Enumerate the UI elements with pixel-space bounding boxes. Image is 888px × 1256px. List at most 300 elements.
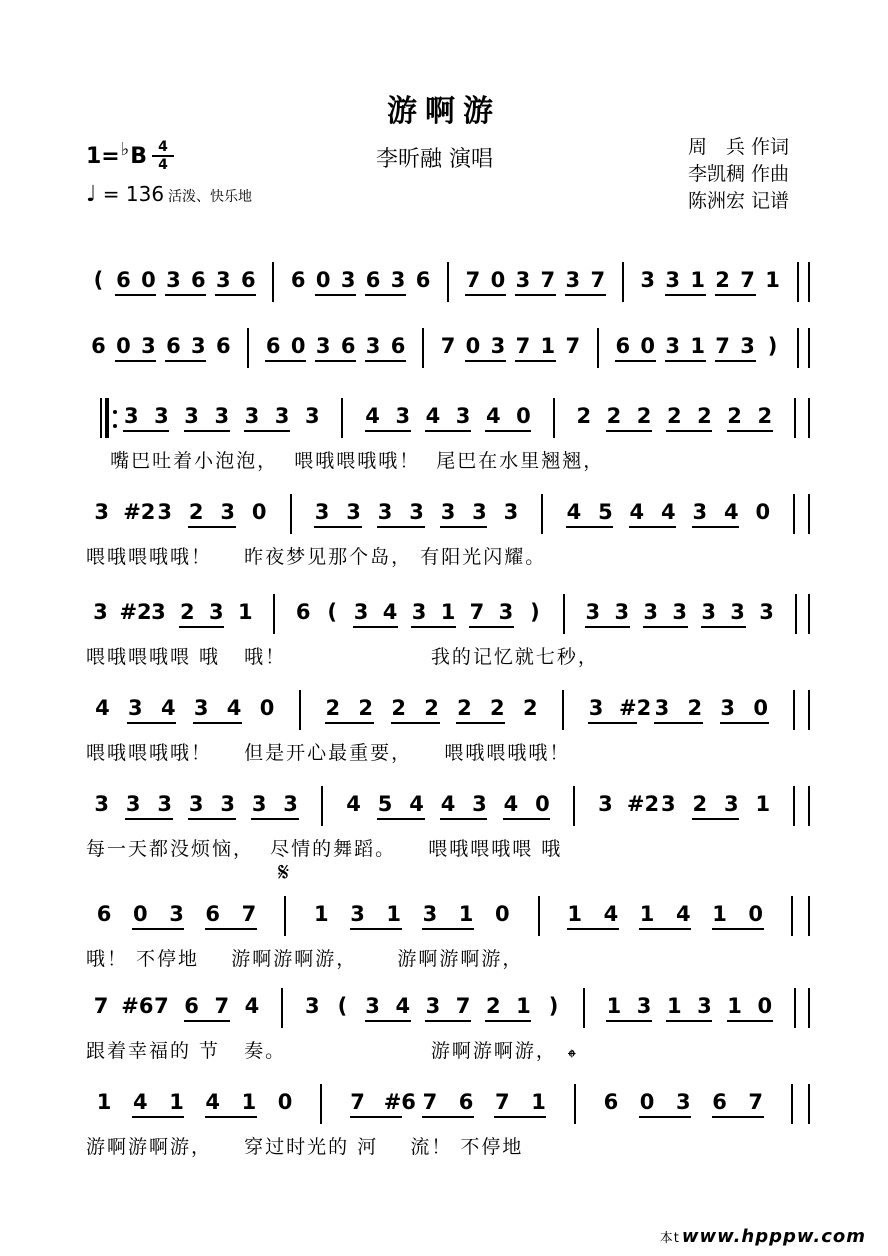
barline (299, 690, 301, 730)
barline (562, 690, 564, 730)
score-note: 0 (755, 500, 771, 524)
score-note: 1 (96, 1090, 112, 1114)
beam-underline (205, 1116, 257, 1118)
score-note: 3 (440, 500, 456, 524)
score-note: 0 (277, 1090, 293, 1114)
score-note: 3 (128, 696, 143, 720)
score-note: 2 (576, 404, 592, 428)
score-note: 3 (209, 600, 224, 624)
score-note: 4 (160, 696, 176, 720)
score-note: 2 (188, 500, 204, 524)
beam-underline (353, 626, 398, 628)
score-note: 1 (690, 334, 705, 358)
score-note: 7 (422, 1090, 438, 1114)
score-note: 3 (409, 500, 424, 524)
score-row (86, 594, 810, 668)
score-note: 6 (603, 1090, 619, 1114)
score-note: 3 (191, 334, 206, 358)
notes-line (86, 494, 810, 534)
score-note: 7 (469, 600, 485, 624)
score-note: #6 (383, 1090, 416, 1114)
score-note: 4 (566, 500, 582, 524)
barline (793, 690, 795, 730)
notes-line (86, 896, 810, 936)
score-note: 4 (95, 696, 110, 720)
repeat-dot (113, 410, 117, 414)
score-note: 6 (295, 600, 311, 624)
tempo-style: 活泼、快乐地 (168, 189, 253, 205)
score-note: 7 (715, 334, 730, 358)
score-note: 6 (191, 268, 206, 292)
score-note: 7 (748, 1090, 763, 1114)
beam-underline (350, 928, 402, 930)
quarter-note-icon: ♩ (86, 182, 97, 207)
beam-underline (566, 526, 613, 528)
beam-underline (440, 526, 487, 528)
notes-line (86, 398, 810, 438)
beam-underline (265, 360, 306, 362)
beam-underline (377, 818, 424, 820)
score-note: 1 (712, 902, 727, 926)
score-note: 3 (503, 500, 519, 524)
notes-line (86, 988, 810, 1028)
score-note: 3 (154, 404, 169, 428)
score-note: 2 (727, 404, 742, 428)
score-note: 3 (455, 404, 471, 428)
barline (538, 896, 540, 936)
barline (100, 398, 102, 438)
score-note: 6 (184, 994, 199, 1018)
score-note: 4 (132, 1090, 148, 1114)
end-barline (808, 328, 810, 368)
score-note: 3 (697, 994, 712, 1018)
beam-underline (606, 1020, 652, 1022)
end-barline (808, 494, 810, 534)
score-note: 3 (94, 500, 110, 524)
end-barline (808, 896, 810, 936)
score-row (86, 1084, 810, 1158)
score-row (86, 896, 810, 970)
score-note: 3 (411, 600, 427, 624)
score-note: 7 (740, 268, 755, 292)
beam-underline (485, 1020, 531, 1022)
beam-underline (665, 360, 706, 362)
score-note: 1 (440, 600, 456, 624)
score-note: 7 (93, 994, 109, 1018)
beam-underline (184, 430, 230, 432)
beam-underline (585, 626, 630, 628)
transcriber-credit: 陈洲宏 记谱 (688, 190, 790, 212)
barline (574, 1084, 576, 1124)
score-note: 6 (215, 334, 231, 358)
beam-underline (515, 294, 556, 296)
beam-underline (588, 722, 637, 724)
barline (795, 594, 797, 634)
score-note: 4 (226, 696, 242, 720)
barline (622, 262, 624, 302)
score-note: 4 (346, 792, 361, 816)
beam-underline (179, 626, 224, 628)
score-note: 2 (666, 404, 682, 428)
notes-line (86, 328, 810, 368)
beam-underline (456, 722, 505, 724)
score-note: 2 (687, 696, 703, 720)
tempo-marking (86, 182, 252, 207)
beam-underline (132, 928, 184, 930)
barline (791, 896, 793, 936)
beam-underline (485, 430, 531, 432)
score-note: 6 (365, 268, 381, 292)
score-note: 5 (377, 792, 393, 816)
score-row (86, 494, 810, 568)
score-note: 6 (290, 268, 306, 292)
barline (563, 594, 565, 634)
barline (272, 262, 274, 302)
score-note: 1 (755, 792, 771, 816)
score-note: 2 (180, 600, 195, 624)
score-note: 3 (665, 268, 680, 292)
beam-underline (391, 722, 440, 724)
beam-underline (125, 818, 172, 820)
beam-underline (712, 928, 764, 930)
composer-credit: 李凯稠 作曲 (688, 163, 790, 185)
score-note: 4 (503, 792, 519, 816)
score-note: 5 (598, 500, 613, 524)
footer-watermark (660, 1226, 866, 1247)
beam-underline (469, 626, 514, 628)
beam-underline (315, 294, 356, 296)
notes-line (86, 690, 810, 730)
beam-underline (494, 1116, 546, 1118)
score-note: 1 (606, 994, 622, 1018)
beam-underline (244, 430, 290, 432)
score-note: #2 (619, 696, 652, 720)
score-note: 2 (606, 404, 622, 428)
score-note: 3 (193, 696, 209, 720)
score-note: ( (93, 268, 104, 292)
meter-bottom: 4 (158, 157, 168, 173)
flat-sign: ♭ (120, 139, 130, 160)
barline (793, 786, 795, 826)
score-note: 3 (214, 404, 230, 428)
score-note: 6 (116, 268, 131, 292)
score-note: 3 (141, 334, 156, 358)
beam-underline (715, 360, 756, 362)
score-note: ) (767, 334, 778, 358)
beam-underline (701, 626, 746, 628)
score-note: 6 (390, 334, 406, 358)
score-note: 3 (723, 792, 739, 816)
beam-underline (377, 526, 424, 528)
score-note: 3 (304, 404, 320, 428)
score-note: 6 (96, 902, 112, 926)
score-note: 3 (498, 600, 514, 624)
score-note: #2 (119, 600, 152, 624)
beam-underline (251, 818, 298, 820)
beam-underline (639, 1116, 691, 1118)
beam-underline (615, 360, 656, 362)
score-note: 4 (629, 500, 645, 524)
lyric-line: 跟着幸福的 节 奏。 游啊游啊游， (86, 1040, 557, 1062)
score-row (86, 786, 810, 860)
score-note: 0 (494, 902, 510, 926)
score-note: 3 (654, 696, 670, 720)
score-note: 3 (588, 696, 604, 720)
score-note: 3 (350, 902, 365, 926)
barline (284, 896, 286, 936)
beam-underline (606, 430, 652, 432)
score-note: #6 (121, 994, 154, 1018)
beam-underline (115, 294, 156, 296)
score-note: 3 (661, 792, 676, 816)
score-note: 3 (93, 600, 108, 624)
score-note: 3 (166, 268, 181, 292)
score-note: 0 (465, 334, 481, 358)
score-note: 3 (220, 500, 235, 524)
score-note: 3 (740, 334, 755, 358)
beam-underline (515, 360, 556, 362)
barline (797, 262, 799, 302)
score-note: 4 (409, 792, 424, 816)
score-note: 3 (472, 792, 487, 816)
score-note: 6 (458, 1090, 474, 1114)
beam-underline (365, 1020, 411, 1022)
key-prefix: 1= (86, 144, 120, 169)
score-note: ( (337, 994, 348, 1018)
score-note: 2 (697, 404, 712, 428)
score-note: 3 (585, 600, 601, 624)
score-note: 4 (425, 404, 441, 428)
beam-underline (132, 1116, 184, 1118)
beam-underline (127, 722, 176, 724)
lyric-line: 游啊游啊游， 穿过时光的 河 流！ 不停地 (86, 1136, 524, 1158)
barline (794, 398, 796, 438)
score-note: 6 (265, 334, 281, 358)
score-note: 2 (757, 404, 773, 428)
score-note: 1 (458, 902, 474, 926)
score-note: 3 (353, 600, 369, 624)
barline (573, 786, 575, 826)
score-note: 3 (123, 404, 139, 428)
score-note: 3 (425, 994, 441, 1018)
score-note: 2 (485, 994, 501, 1018)
end-barline (808, 398, 810, 438)
beam-underline (665, 294, 706, 296)
barline (447, 262, 449, 302)
lyric-line: 嘴巴吐着小泡泡， 喂哦喂哦哦！ 尾巴在水里翘翘， (86, 450, 605, 472)
score-note: 3 (692, 500, 708, 524)
score-note: 3 (244, 404, 260, 428)
tempo-value: = 136 (102, 182, 165, 206)
beam-underline (165, 294, 206, 296)
notes-line (86, 262, 810, 302)
barline (553, 398, 555, 438)
score-note: 1 (567, 902, 582, 926)
score-note: 2 (325, 696, 341, 720)
score-note: 4 (205, 1090, 220, 1114)
notes-line (86, 786, 810, 826)
meter-top: 4 (158, 139, 168, 155)
score-note: 6 (415, 268, 431, 292)
barline (583, 988, 585, 1028)
beam-underline (712, 1116, 764, 1118)
beam-underline (565, 294, 606, 296)
lyric-line: 喂哦喂哦哦！ 但是开心最重要， 喂哦喂哦哦！ (86, 742, 571, 764)
score-note: 7 (565, 334, 581, 358)
lyric-line: 每一天都没烦恼， 尽情的舞蹈。 喂哦喂哦喂 哦 (86, 838, 563, 860)
score-note: 2 (522, 696, 538, 720)
score-note: 3 (701, 600, 716, 624)
barline (247, 328, 249, 368)
beam-underline (666, 430, 712, 432)
score-note: 3 (315, 334, 331, 358)
score-note: 3 (515, 268, 531, 292)
score-note: 3 (395, 404, 411, 428)
beam-underline (629, 526, 676, 528)
score-note: 0 (748, 902, 763, 926)
end-barline (808, 262, 810, 302)
score-note: 3 (340, 268, 356, 292)
beam-underline (715, 294, 756, 296)
score-note: 6 (240, 268, 256, 292)
score-note: 7 (440, 334, 456, 358)
beam-underline (115, 360, 156, 362)
score-note: 0 (639, 1090, 655, 1114)
barline (791, 1084, 793, 1124)
barline (105, 398, 109, 438)
score-note: 0 (132, 902, 148, 926)
beam-underline (727, 1020, 773, 1022)
score-note: 1 (727, 994, 742, 1018)
beam-underline (315, 360, 356, 362)
score-note: 0 (516, 404, 531, 428)
singer-credit: 李昕融 演唱 (376, 147, 493, 172)
score-note: 1 (241, 1090, 257, 1114)
barline (281, 988, 283, 1028)
notes-line (86, 1084, 810, 1124)
score-note: 3 (314, 500, 330, 524)
song-title: 游啊游 (387, 94, 501, 129)
score-note: 3 (365, 994, 380, 1018)
beam-underline (422, 1116, 474, 1118)
score-note: 0 (315, 268, 331, 292)
score-note: ) (548, 994, 559, 1018)
footer-prefix: 本t (659, 1231, 680, 1246)
score-note: 2 (358, 696, 374, 720)
score-note: 6 (91, 334, 106, 358)
score-note: 3 (125, 792, 141, 816)
score-note: 2 (490, 696, 505, 720)
beam-underline (425, 430, 471, 432)
score-note: 4 (603, 902, 619, 926)
beam-underline (350, 1116, 402, 1118)
score-note: 0 (535, 792, 550, 816)
score-note: 0 (290, 334, 306, 358)
score-note: 4 (382, 600, 398, 624)
score-note: 3 (730, 600, 745, 624)
score-note: 3 (215, 268, 231, 292)
beam-underline (666, 1020, 712, 1022)
barline (797, 328, 799, 368)
score-note: 3 (672, 600, 687, 624)
barline (597, 328, 599, 368)
time-signature (150, 140, 176, 172)
score-note: 4 (675, 902, 691, 926)
score-note: 7 (154, 994, 169, 1018)
score-note: 2 (692, 792, 708, 816)
barline (341, 398, 343, 438)
score-note: 1 (516, 994, 531, 1018)
score-note: 3 (390, 268, 406, 292)
barline (422, 328, 424, 368)
beam-underline (422, 928, 474, 930)
score-note: 3 (184, 404, 199, 428)
score-note: 3 (598, 792, 613, 816)
score-note: 1 (313, 902, 329, 926)
beam-underline (720, 722, 769, 724)
score-note: 0 (490, 268, 506, 292)
beam-underline (465, 360, 506, 362)
beam-underline (188, 526, 235, 528)
score-note: 3 (365, 334, 381, 358)
segno-sign: 𝄋 (278, 858, 290, 888)
score-note: 1 (237, 600, 253, 624)
score-note: 3 (94, 792, 110, 816)
score-note: 0 (640, 334, 656, 358)
score-note: 1 (540, 334, 556, 358)
barline (541, 494, 543, 534)
score-note: 3 (157, 792, 172, 816)
score-note: 7 (540, 268, 556, 292)
score-note: 7 (465, 268, 481, 292)
score-note: 6 (712, 1090, 727, 1114)
score-row (86, 328, 810, 380)
score-note: 3 (636, 994, 652, 1018)
beam-underline (365, 360, 406, 362)
score-note: 3 (188, 792, 204, 816)
score-note: ( (327, 600, 337, 624)
beam-underline (692, 818, 739, 820)
score-note: 1 (169, 1090, 184, 1114)
score-note: 0 (757, 994, 773, 1018)
score-note: 7 (590, 268, 606, 292)
score-note: 3 (643, 600, 659, 624)
score-note: 1 (690, 268, 705, 292)
score-note: ) (530, 600, 540, 624)
score-note: 6 (615, 334, 631, 358)
score-row (86, 262, 810, 314)
score-note: 2 (391, 696, 406, 720)
score-note: 1 (765, 268, 780, 292)
score-note: 4 (440, 792, 456, 816)
score-note: 1 (531, 1090, 546, 1114)
score-note: 2 (424, 696, 439, 720)
beam-underline (205, 928, 257, 930)
score-note: 3 (346, 500, 361, 524)
score-note: 3 (665, 334, 680, 358)
score-note: 6 (340, 334, 356, 358)
score-row (86, 988, 810, 1062)
score-note: 0 (141, 268, 156, 292)
score-note: 3 (565, 268, 581, 292)
lyric-line: 喂哦喂哦喂 哦 哦！ 我的记忆就七秒， (86, 646, 599, 668)
score-note: 7 (241, 902, 257, 926)
score-note: 3 (304, 994, 320, 1018)
score-note: 3 (614, 600, 630, 624)
lyric-line: 哦！ 不停地 游啊游啊游， 游啊游啊游， (86, 948, 524, 970)
barline (794, 988, 796, 1028)
score-note: #2 (626, 792, 660, 816)
